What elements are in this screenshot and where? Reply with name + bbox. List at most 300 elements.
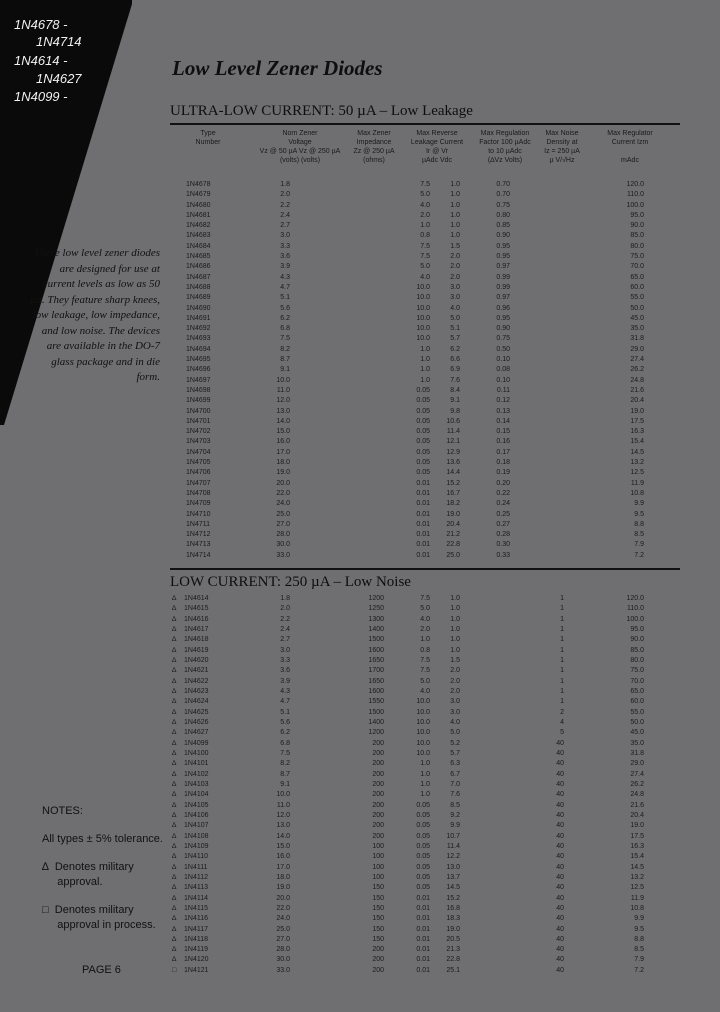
zener-voltage: 3.6 (280, 253, 290, 261)
reverse-voltage: 11.4 (446, 428, 460, 436)
regulator-current: 75.0 (630, 253, 644, 261)
page-number: PAGE 6 (82, 964, 121, 976)
leakage-current: 1.0 (420, 222, 430, 230)
zener-voltage: 16.0 (276, 853, 290, 861)
reverse-voltage: 1.0 (450, 191, 460, 199)
noise-density: 40 (556, 842, 564, 850)
zener-voltage: 3.3 (280, 656, 290, 664)
zener-voltage: 1.8 (280, 181, 290, 188)
table-row (170, 914, 680, 924)
col-header-noise: Max Noise Density at Iz = 250 µA µ V/√Hz (544, 130, 580, 164)
regulator-current: 10.8 (630, 904, 644, 912)
reverse-voltage: 5.7 (450, 749, 460, 757)
reverse-voltage: 2.0 (450, 263, 460, 271)
approval-mark: ∆ (172, 636, 177, 644)
type-number: 1N4121 (184, 966, 209, 974)
type-number: 1N4678 (186, 181, 211, 188)
zener-impedance: 1400 (368, 718, 384, 726)
zener-impedance: 100 (372, 863, 384, 871)
leakage-current: 5.0 (420, 191, 430, 199)
approval-mark: ∆ (172, 791, 177, 799)
regulation-factor: 0.11 (496, 386, 510, 394)
zener-voltage: 33.0 (276, 966, 290, 974)
zener-impedance: 1650 (368, 656, 384, 664)
reverse-voltage: 13.6 (446, 459, 460, 467)
leakage-current: 0.01 (416, 510, 430, 518)
regulator-current: 21.6 (630, 386, 644, 394)
zener-voltage: 14.0 (276, 417, 290, 425)
leakage-current: 7.5 (420, 595, 430, 602)
table-row (170, 604, 680, 614)
table-row (170, 334, 680, 344)
type-number: 1N4714 (186, 551, 211, 559)
banner-part-2: 1N4714 (36, 34, 82, 49)
regulation-factor: 0.95 (496, 242, 510, 250)
type-number: 1N4681 (186, 211, 211, 219)
zener-impedance: 1400 (368, 625, 384, 633)
leakage-current: 0.01 (416, 925, 430, 933)
leakage-current: 0.05 (416, 469, 430, 477)
zener-voltage: 2.0 (280, 191, 290, 199)
regulator-current: 8.5 (634, 946, 644, 954)
regulator-current: 70.0 (630, 263, 644, 271)
type-number: 1N4690 (186, 304, 211, 312)
regulation-factor: 0.25 (496, 510, 510, 518)
leakage-current: 10.0 (416, 698, 430, 706)
noise-density: 1 (560, 595, 564, 602)
table-row (170, 376, 680, 386)
type-number: 1N4101 (184, 760, 209, 768)
table-row (170, 770, 680, 780)
type-number: 1N4616 (184, 615, 209, 623)
reverse-voltage: 2.0 (450, 667, 460, 675)
zener-impedance: 200 (372, 760, 384, 768)
type-number: 1N4111 (184, 863, 208, 871)
type-number: 1N4116 (184, 915, 209, 923)
type-number: 1N4105 (184, 801, 209, 809)
zener-voltage: 16.0 (276, 438, 290, 446)
leakage-current: 0.01 (416, 956, 430, 964)
zener-voltage: 17.0 (276, 448, 290, 456)
noise-density: 40 (556, 873, 564, 881)
type-number: 1N4685 (186, 253, 211, 261)
reverse-voltage: 22.8 (446, 541, 460, 549)
type-number: 1N4624 (184, 698, 209, 706)
table-row (170, 448, 680, 458)
type-number: 1N4709 (186, 500, 211, 508)
banner-part-4: 1N4627 (36, 71, 82, 86)
type-number: 1N4689 (186, 294, 211, 302)
banner-part-1: 1N4678 - (14, 17, 68, 32)
reverse-voltage: 8.4 (450, 386, 460, 394)
type-number: 1N4614 (184, 595, 209, 602)
zener-voltage: 27.0 (276, 520, 290, 528)
reverse-voltage: 10.7 (446, 832, 460, 840)
zener-impedance: 200 (372, 811, 384, 819)
type-number: 1N4687 (186, 273, 211, 281)
regulator-current: 8.5 (634, 531, 644, 539)
reverse-voltage: 1.0 (450, 615, 460, 623)
notes-heading: NOTES: (42, 805, 83, 817)
regulator-current: 24.8 (630, 791, 644, 799)
approval-mark: ∆ (172, 853, 177, 861)
zener-voltage: 1.8 (280, 595, 290, 602)
zener-impedance: 200 (372, 770, 384, 778)
noise-density: 1 (560, 625, 564, 633)
leakage-current: 0.05 (416, 811, 430, 819)
noise-density: 40 (556, 801, 564, 809)
reverse-voltage: 14.5 (446, 884, 460, 892)
regulation-factor: 0.27 (496, 520, 510, 528)
regulator-current: 35.0 (630, 325, 644, 333)
zener-impedance: 1700 (368, 667, 384, 675)
reverse-voltage: 4.0 (450, 304, 460, 312)
leakage-current: 1.0 (420, 636, 430, 644)
type-number: 1N4120 (184, 956, 209, 964)
table-row (170, 935, 680, 945)
regulation-factor: 0.80 (496, 211, 510, 219)
zener-voltage: 4.3 (280, 687, 290, 695)
type-number: 1N4686 (186, 263, 211, 271)
regulator-current: 16.3 (630, 842, 644, 850)
type-number: 1N4618 (184, 636, 209, 644)
zener-voltage: 2.7 (280, 222, 290, 230)
table-row (170, 749, 680, 759)
zener-voltage: 12.0 (276, 811, 290, 819)
regulation-factor: 0.33 (496, 551, 510, 559)
regulator-current: 80.0 (630, 656, 644, 664)
regulator-current: 17.5 (630, 417, 644, 425)
reverse-voltage: 11.4 (446, 842, 460, 850)
zener-voltage: 7.5 (280, 335, 290, 343)
reverse-voltage: 2.0 (450, 253, 460, 261)
zener-impedance: 150 (372, 894, 384, 902)
note-approval-in-process: □ Denotes military approval in process. (42, 904, 156, 931)
reverse-voltage: 6.6 (450, 356, 460, 364)
reverse-voltage: 1.0 (450, 181, 460, 188)
type-number: 1N4099 (184, 739, 209, 747)
regulator-current: 120.0 (626, 595, 644, 602)
table-row (170, 883, 680, 893)
table-row (170, 594, 680, 604)
regulator-current: 7.2 (634, 966, 644, 974)
regulator-current: 90.0 (630, 222, 644, 230)
table-row (170, 365, 680, 375)
regulation-factor: 0.12 (496, 397, 510, 405)
reverse-voltage: 3.0 (450, 283, 460, 291)
zener-voltage: 15.0 (276, 428, 290, 436)
regulator-current: 50.0 (630, 718, 644, 726)
regulator-current: 100.0 (626, 201, 644, 209)
leakage-current: 1.0 (420, 791, 430, 799)
zener-voltage: 3.3 (280, 242, 290, 250)
table-row (170, 955, 680, 965)
zener-voltage: 33.0 (276, 551, 290, 559)
table-row (170, 945, 680, 955)
reverse-voltage: 1.0 (450, 625, 460, 633)
leakage-current: 0.01 (416, 935, 430, 943)
zener-voltage: 22.0 (276, 904, 290, 912)
zener-impedance: 150 (372, 904, 384, 912)
type-number: 1N4695 (186, 356, 211, 364)
zener-impedance: 200 (372, 822, 384, 830)
table-row (170, 407, 680, 417)
reverse-voltage: 18.2 (446, 500, 460, 508)
col-header-leakage: Max Reverse Leakage Current Ir @ Vr µAdc Vdc (410, 130, 464, 164)
zener-impedance: 200 (372, 780, 384, 788)
regulation-factor: 0.85 (496, 222, 510, 230)
zener-voltage: 11.0 (276, 801, 290, 809)
zener-voltage: 5.6 (280, 304, 290, 312)
reverse-voltage: 14.4 (446, 469, 460, 477)
zener-voltage: 5.6 (280, 718, 290, 726)
regulation-factor: 0.99 (496, 273, 510, 281)
regulation-factor: 0.97 (496, 294, 510, 302)
noise-density: 1 (560, 615, 564, 623)
regulator-current: 120.0 (626, 181, 644, 188)
leakage-current: 10.0 (416, 325, 430, 333)
leakage-current: 10.0 (416, 335, 430, 343)
table-row (170, 687, 680, 697)
leakage-current: 0.8 (420, 232, 430, 240)
col-header-type: Type Number (195, 130, 221, 146)
zener-impedance: 150 (372, 935, 384, 943)
zener-voltage: 6.8 (280, 739, 290, 747)
regulator-current: 20.4 (630, 811, 644, 819)
leakage-current: 0.05 (416, 873, 430, 881)
table-row (170, 656, 680, 666)
banner-part-5: 1N4099 - (14, 89, 68, 104)
leakage-current: 1.0 (420, 770, 430, 778)
regulation-factor: 0.15 (496, 428, 510, 436)
zener-impedance: 150 (372, 884, 384, 892)
regulator-current: 10.8 (630, 489, 644, 497)
zener-voltage: 13.0 (276, 407, 290, 415)
regulator-current: 15.4 (630, 438, 644, 446)
table-row (170, 697, 680, 707)
noise-density: 40 (556, 760, 564, 768)
type-number: 1N4696 (186, 366, 211, 374)
reverse-voltage: 2.0 (450, 687, 460, 695)
regulator-current: 31.8 (630, 335, 644, 343)
zener-voltage: 17.0 (276, 863, 290, 871)
regulation-factor: 0.22 (496, 489, 510, 497)
page-title: Low Level Zener Diodes (172, 56, 383, 80)
regulator-current: 9.5 (634, 925, 644, 933)
table-row (170, 811, 680, 821)
reverse-voltage: 13.0 (446, 863, 460, 871)
type-number: 1N4682 (186, 222, 211, 230)
regulator-current: 7.9 (634, 541, 644, 549)
table-row (170, 458, 680, 468)
noise-density: 1 (560, 605, 564, 613)
reverse-voltage: 2.0 (450, 677, 460, 685)
regulator-current: 29.0 (630, 760, 644, 768)
regulator-current: 60.0 (630, 283, 644, 291)
regulator-current: 100.0 (626, 615, 644, 623)
reverse-voltage: 9.8 (450, 407, 460, 415)
table-row (170, 925, 680, 935)
regulation-factor: 0.97 (496, 263, 510, 271)
regulator-current: 8.8 (634, 520, 644, 528)
type-number: 1N4112 (184, 873, 209, 881)
table-row (170, 417, 680, 427)
leakage-current: 10.0 (416, 739, 430, 747)
regulator-current: 85.0 (630, 646, 644, 654)
zener-impedance: 200 (372, 946, 384, 954)
zener-impedance: 200 (372, 956, 384, 964)
table-row (170, 489, 680, 499)
noise-density: 40 (556, 915, 564, 923)
noise-density: 1 (560, 656, 564, 664)
approval-mark: ∆ (172, 698, 177, 706)
approval-mark: ∆ (172, 625, 177, 633)
reverse-voltage: 15.2 (446, 479, 460, 487)
low-current-table (170, 594, 680, 976)
reverse-voltage: 12.2 (446, 853, 460, 861)
zener-voltage: 5.1 (280, 294, 290, 302)
type-number: 1N4115 (184, 904, 209, 912)
leakage-current: 2.0 (420, 625, 430, 633)
regulator-current: 27.4 (630, 356, 644, 364)
regulator-current: 17.5 (630, 832, 644, 840)
noise-density: 40 (556, 966, 564, 974)
type-number: 1N4617 (184, 625, 209, 633)
reverse-voltage: 5.1 (450, 325, 460, 333)
type-number: 1N4102 (184, 770, 209, 778)
leakage-current: 0.05 (416, 853, 430, 861)
type-number: 1N4697 (186, 376, 211, 384)
zener-voltage: 10.0 (276, 791, 290, 799)
zener-voltage: 8.7 (280, 770, 290, 778)
leakage-current: 7.5 (420, 667, 430, 675)
table-row (170, 427, 680, 437)
zener-voltage: 25.0 (276, 510, 290, 518)
leakage-current: 4.0 (420, 615, 430, 623)
regulator-current: 14.5 (630, 863, 644, 871)
zener-voltage: 24.0 (276, 500, 290, 508)
type-number: 1N4619 (184, 646, 209, 654)
regulation-factor: 0.99 (496, 283, 510, 291)
zener-voltage: 24.0 (276, 915, 290, 923)
leakage-current: 0.05 (416, 842, 430, 850)
regulation-factor: 0.95 (496, 253, 510, 261)
regulator-current: 26.2 (630, 780, 644, 788)
regulator-current: 80.0 (630, 242, 644, 250)
regulator-current: 9.9 (634, 500, 644, 508)
reverse-voltage: 7.6 (450, 791, 460, 799)
regulation-factor: 0.10 (496, 376, 510, 384)
regulation-factor: 0.28 (496, 531, 510, 539)
table-row (170, 821, 680, 831)
description-text: These low level zener diodes are designed for use at current levels as low as 50 µa. They feature sharp knees, low leakage, low impedance, and low noise. The devices are available in the DO-7 glass package and in die form. (30, 247, 160, 383)
reverse-voltage: 1.5 (450, 656, 460, 664)
reverse-voltage: 1.0 (450, 201, 460, 209)
type-number: 1N4713 (186, 541, 211, 549)
noise-density: 40 (556, 811, 564, 819)
leakage-current: 7.5 (420, 181, 430, 188)
table-row (170, 499, 680, 509)
noise-density: 1 (560, 687, 564, 695)
zener-voltage: 27.0 (276, 935, 290, 943)
zener-impedance: 200 (372, 739, 384, 747)
reverse-voltage: 15.2 (446, 894, 460, 902)
table-row (170, 540, 680, 550)
leakage-current: 0.05 (416, 448, 430, 456)
table-row (170, 677, 680, 687)
table-row (170, 262, 680, 272)
type-number: 1N4688 (186, 283, 211, 291)
regulation-factor: 0.96 (496, 304, 510, 312)
table-row (170, 718, 680, 728)
type-number: 1N4620 (184, 656, 209, 664)
note-military-approval: ∆ Denotes military approval. (42, 861, 134, 888)
zener-voltage: 3.0 (280, 232, 290, 240)
zener-voltage: 2.2 (280, 201, 290, 209)
regulator-current: 31.8 (630, 749, 644, 757)
noise-density: 40 (556, 863, 564, 871)
leakage-current: 4.0 (420, 201, 430, 209)
reverse-voltage: 25.0 (446, 551, 460, 559)
table-row (170, 852, 680, 862)
regulator-current: 11.9 (630, 894, 644, 902)
reverse-voltage: 1.5 (450, 242, 460, 250)
regulation-factor: 0.75 (496, 201, 510, 209)
zener-impedance: 1500 (368, 636, 384, 644)
noise-density: 2 (560, 708, 564, 716)
reverse-voltage: 9.9 (450, 822, 460, 830)
ultra-low-current-table (170, 180, 680, 561)
zener-impedance: 1600 (368, 646, 384, 654)
zener-voltage: 10.0 (276, 376, 290, 384)
reverse-voltage: 20.4 (446, 520, 460, 528)
noise-density: 1 (560, 646, 564, 654)
leakage-current: 10.0 (416, 304, 430, 312)
col-header-regulation: Max Regulation Factor 100 µAdc to 10 µAdc (∆Vz Volts) (479, 130, 531, 164)
type-number: 1N4710 (186, 510, 211, 518)
leakage-current: 0.05 (416, 407, 430, 415)
zener-voltage: 30.0 (276, 956, 290, 964)
regulator-current: 110.0 (627, 605, 644, 613)
approval-mark: ∆ (172, 946, 177, 954)
leakage-current: 0.01 (416, 520, 430, 528)
approval-mark: ∆ (172, 687, 177, 695)
type-number: 1N4108 (184, 832, 209, 840)
col-header-current: Max Regulator Current Izm mAdc (607, 130, 653, 164)
table-row (170, 739, 680, 749)
type-number: 1N4705 (186, 459, 211, 467)
type-number: 1N4711 (186, 520, 211, 528)
approval-mark: ∆ (172, 780, 177, 788)
type-number: 1N4680 (186, 201, 211, 209)
reverse-voltage: 5.0 (450, 314, 460, 322)
regulator-current: 15.4 (630, 853, 644, 861)
reverse-voltage: 18.3 (446, 915, 460, 923)
leakage-current: 0.01 (416, 489, 430, 497)
regulator-current: 55.0 (630, 708, 644, 716)
noise-density: 5 (560, 729, 564, 737)
type-number: 1N4703 (186, 438, 211, 446)
leakage-current: 1.0 (420, 356, 430, 364)
leakage-current: 0.05 (416, 822, 430, 830)
regulator-current: 20.4 (630, 397, 644, 405)
leakage-current: 7.5 (420, 253, 430, 261)
leakage-current: 0.01 (416, 915, 430, 923)
leakage-current: 10.0 (416, 708, 430, 716)
reverse-voltage: 12.9 (446, 448, 460, 456)
type-number: 1N4623 (184, 687, 209, 695)
approval-mark: ∆ (172, 863, 177, 871)
